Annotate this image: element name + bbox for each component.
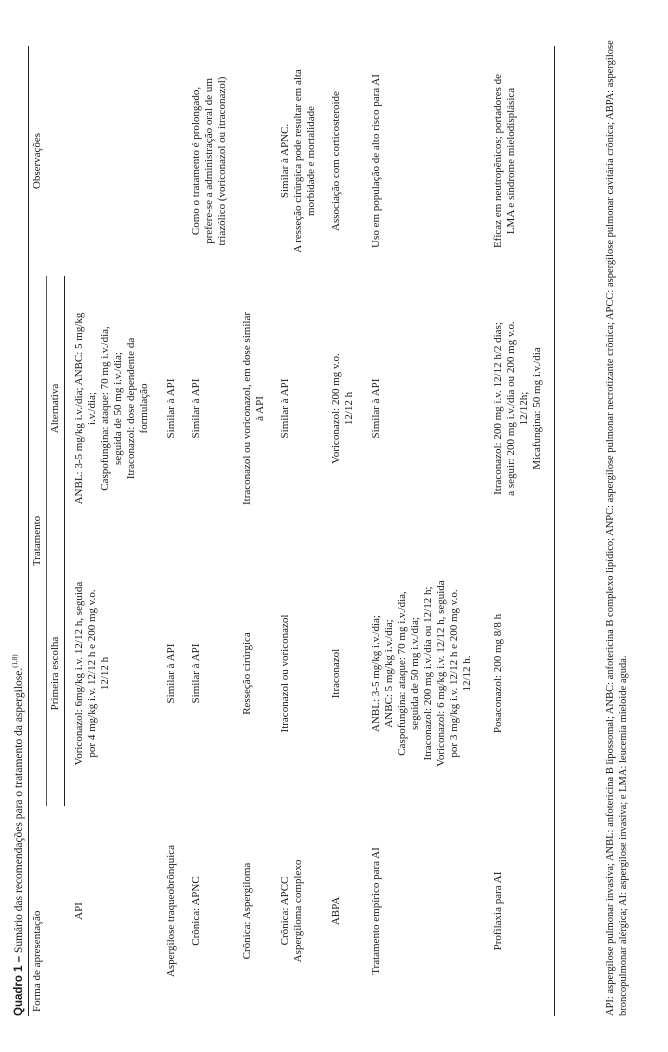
cell-line: Crônica: APNC [190, 876, 202, 946]
cell-observacoes [324, 46, 362, 276]
cell-primeira [235, 541, 273, 806]
table-footnote: API: aspergilose pulmonar invasiva; ANBL: anfotericina B lipossomal; ANBC: anfotericina B complexo lipídico; ANPC: aspergilose pulmonar necrotizante crônica; APCC: aspergilose pulmonar cavitária crônica; ABPA: aspergilose broncopulmonar alérgica; AI: aspergilose invasiva; e LMA: leucemia mieloide aguda. [605, 40, 629, 1016]
cell-observacoes [235, 46, 273, 276]
cell-line: à API [254, 396, 266, 421]
cell-line: Caspofungina: ataque: 70 mg i.v./dia, [99, 326, 111, 491]
cell-line: seguida de 50 mg i.v./dia; [112, 352, 124, 465]
cell-line: ANBC: 5 mg/kg i.v./dia; [383, 619, 395, 728]
caption-refs: (1,8) [11, 654, 19, 668]
cell-alternativa [235, 276, 273, 541]
cell-line: Profilaxia para AI [492, 871, 504, 951]
cell-line: morbidade e mortalidade [305, 106, 317, 216]
cell-line: Similar à API [165, 378, 177, 439]
cell-line: Associação com corticosteroide [330, 91, 342, 231]
cell-alternativa [273, 276, 324, 541]
cell-line: i.v./dia; [86, 392, 98, 425]
cell-line: Similar à API [279, 378, 291, 439]
cell-line: prefere-se a administração oral de um [203, 78, 215, 244]
cell-observacoes [184, 46, 235, 276]
cell-line: Itraconazol ou voriconazol [279, 614, 291, 733]
table-row [324, 46, 362, 1016]
cell-line: ABPA [330, 896, 342, 926]
cell-line: Voriconazol: 200 mg v.o. [330, 353, 342, 464]
cell-alternativa [362, 276, 482, 541]
cell-primeira [482, 541, 555, 806]
cell-observacoes [159, 46, 184, 276]
cell-line: A resseção cirúrgica pode resultar em alta [292, 69, 304, 253]
cell-forma [324, 806, 362, 1016]
cell-line: Aspergiloma complexo [292, 859, 304, 963]
caption-label: Quadro 1 – [12, 955, 25, 1016]
table-body [65, 46, 555, 1016]
table-row [273, 46, 324, 1016]
cell-line: por 3 mg/kg i.v. 12/12 h e 200 mg v.o. [448, 589, 460, 758]
cell-line: Crônica: APCC [279, 876, 291, 946]
caption-text: Sumário das recomendações para o tratamento da aspergilose. [12, 667, 25, 954]
cell-alternativa [184, 276, 235, 541]
cell-observacoes [362, 46, 482, 276]
cell-forma [482, 806, 555, 1016]
cell-primeira [184, 541, 235, 806]
cell-observacoes [273, 46, 324, 276]
cell-line: LMA e síndrome mielodisplásica [505, 87, 517, 235]
header-primeira: Primeira escolha [47, 541, 65, 806]
table-row [482, 46, 555, 1016]
cell-line: Itraconazol ou voriconazol, em dose similar [241, 311, 253, 506]
cell-line: Similar à API [165, 643, 177, 704]
cell-forma [159, 806, 184, 1016]
cell-alternativa [482, 276, 555, 541]
cell-line: triazólico (voriconazol ou itraconazol) [216, 76, 228, 246]
cell-line: Similar à API [190, 643, 202, 704]
table-row [65, 46, 160, 1016]
cell-line: 12/12h; [518, 391, 530, 426]
cell-line: Similar à API [190, 378, 202, 439]
cell-primeira [324, 541, 362, 806]
header-forma: Forma de apresentação [29, 806, 65, 1016]
cell-line: Micafungina: 50 mg i.v./dia [531, 347, 543, 470]
table-row [362, 46, 482, 1016]
cell-line: Caspofungina: ataque: 70 mg i.v./dia, [396, 591, 408, 756]
table-caption [8, 654, 26, 1016]
table-row [159, 46, 184, 1016]
cell-forma [235, 806, 273, 1016]
cell-line: Uso em população de alto risco para AI [370, 74, 382, 248]
cell-line: Crônica: Aspergiloma [241, 862, 253, 960]
cell-primeira [65, 541, 160, 806]
recommendations-table [28, 46, 555, 1016]
table-row [184, 46, 235, 1016]
cell-primeira [273, 541, 324, 806]
cell-line: Similar à API [370, 378, 382, 439]
cell-line: por 4 mg/kg i.v. 12/12 h e 200 mg v.o. [86, 589, 98, 758]
cell-line: 12/12 h. [461, 655, 473, 692]
cell-forma [273, 806, 324, 1016]
cell-observacoes [482, 46, 555, 276]
cell-alternativa [159, 276, 184, 541]
cell-line: Aspergilose traqueobrônquica [165, 844, 177, 978]
cell-primeira [362, 541, 482, 806]
cell-line: 12/12 h [343, 391, 355, 426]
cell-line: formulação [138, 383, 150, 434]
cell-line: Itraconazol: 200 mg i.v. 12/12 h/2 dias; [492, 322, 504, 495]
cell-line: 12/12 h [99, 656, 111, 691]
header-observacoes: Observações [29, 46, 65, 276]
cell-line: Itraconazol: 200 mg i.v./dia ou 12/12 h; [422, 586, 434, 761]
cell-line: Voriconazol: 6 mg/kg i.v. 12/12 h, seguida [435, 580, 447, 767]
header-alternativa: Alternativa [47, 276, 65, 541]
cell-line: Itraconazol: dose dependente da [125, 337, 137, 480]
cell-line: Como o tratamento é prolongado, [190, 86, 202, 236]
cell-forma [184, 806, 235, 1016]
cell-observacoes [65, 46, 160, 276]
cell-line: Resseção cirúrgica [241, 632, 253, 715]
cell-line: Posaconazol: 200 mg 8/8 h [492, 613, 504, 734]
cell-forma [65, 806, 160, 1016]
cell-alternativa [324, 276, 362, 541]
cell-line: a seguir: 200 mg i.v./dia ou 200 mg v.o. [505, 321, 517, 496]
cell-alternativa [65, 276, 160, 541]
cell-line: seguida de 50 mg i.v./dia; [409, 617, 421, 730]
cell-line: Itraconazol [330, 648, 342, 699]
cell-line: Tratamento empírico para AI [370, 847, 382, 975]
cell-line: API [72, 902, 85, 920]
cell-line: ANBL: 3-5 mg/kg i.v./dia; ANBC: 5 mg/kg [73, 312, 85, 505]
table-row [235, 46, 273, 1016]
cell-line: ANBL: 3-5 mg/kg i.v./dia; [370, 615, 382, 732]
cell-line: Similar à APNC. [279, 123, 291, 199]
cell-primeira [159, 541, 184, 806]
cell-line: Voriconazol: 6mg/kg i.v. 12/12 h, seguida [73, 581, 85, 766]
cell-line: Eficaz em neutropênicos; portadores de [492, 73, 504, 249]
cell-forma [362, 806, 482, 1016]
header-tratamento: Tratamento [29, 276, 47, 806]
